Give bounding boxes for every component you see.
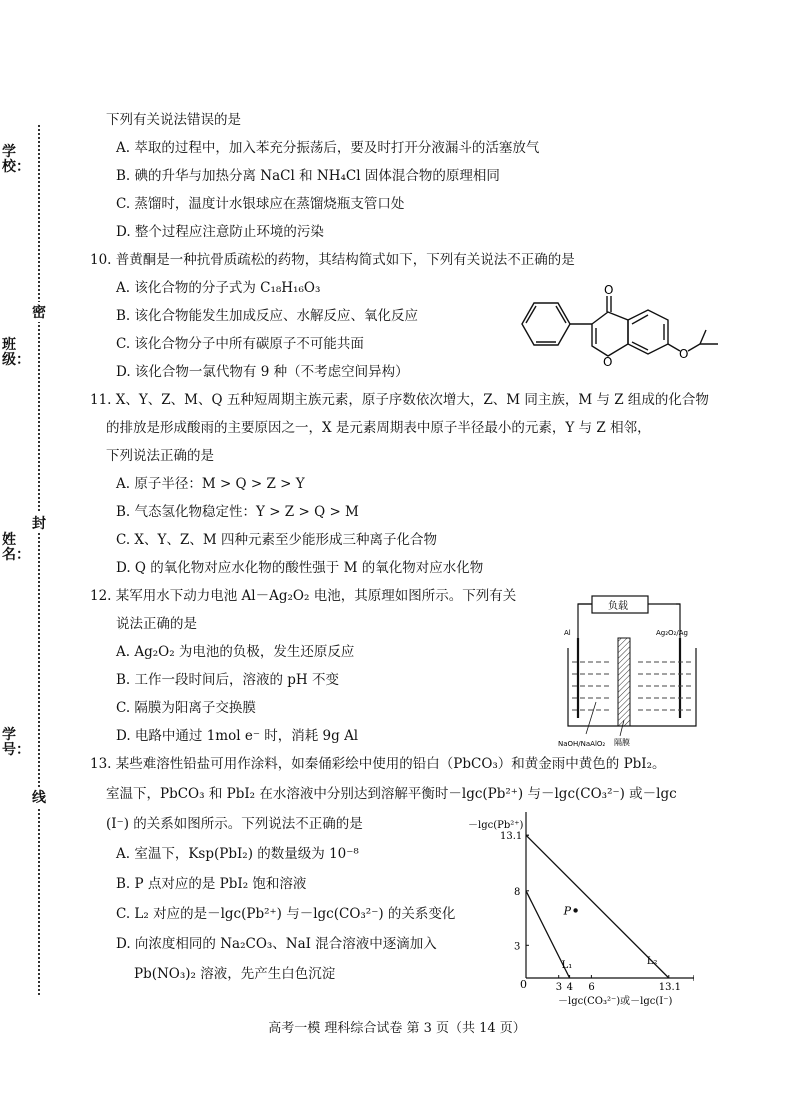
q9-option-d: D. 整个过程应注意防止环境的污染 [116,224,324,240]
binding-dotted-line [38,125,40,995]
q10-option-c: C. 该化合物分子中所有碳原子不可能共面 [116,336,364,352]
chart-x-arrow [693,975,694,981]
isoflavone-structure [512,282,722,387]
q13-option-a: A. 室温下，Ksp(PbI₂) 的数量级为 10⁻⁸ [116,846,359,862]
q12-option-b: B. 工作一段时间后，溶液的 pH 不变 [116,672,340,688]
q13-option-b: B. P 点对应的是 PbI₂ 饱和溶液 [116,876,307,892]
q10-stem: 10. 普黄酮是一种抗骨质疏松的药物，其结构简式如下，下列有关说法不正确的是 [90,252,575,268]
q9-stem: 下列有关说法错误的是 [106,112,241,128]
class-label: 班级： [2,337,30,368]
battery-cell-diagram [556,590,716,750]
ether-oxygen: O [679,347,689,361]
electrolyte-label: NaOH/NaAlO₂ [558,740,606,748]
ketone-oxygen: O [604,283,614,297]
name-label: 姓名： [2,532,30,563]
chart-origin-label: 0 [520,978,527,991]
q13-option-c: C. L₂ 对应的是－lgc(Pb²⁺) 与－lgc(CO₃²⁻) 的关系变化 [116,906,456,922]
q11-stem-line1: 11. X、Y、Z、M、Q 五种短周期主族元素，原子序数依次增大，Z、M 同主族，M 与 Z 组成的化合物 [90,392,709,408]
chart-series-label-2: L₂ [646,956,658,967]
q12-option-a: A. Ag₂O₂ 为电池的负极，发生还原反应 [116,644,355,660]
chart-x-tick-label: 4 [566,982,573,993]
chart-point-p [573,908,577,912]
membrane-label: 隔膜 [614,738,630,747]
chart-y-axis-label: －lgc(Pb²⁺) [468,820,524,831]
q9-option-b: B. 碘的升华与加热分离 NaCl 和 NH₄Cl 固体混合物的原理相同 [116,168,500,184]
seal-word-mi: 密 [32,302,46,322]
q10-option-a: A. 该化合物的分子式为 C₁₈H₁₆O₃ [116,280,321,296]
ag2o2-electrode-label: Ag₂O₂/Ag [656,629,688,637]
q10-option-b: B. 该化合物能发生加成反应、水解反应、氧化反应 [116,308,419,324]
q11-option-c: C. X、Y、Z、M 四种元素至少能形成三种离子化合物 [116,532,437,548]
al-electrode-label: Al [564,629,571,637]
student-id-label: 学号： [2,727,30,758]
q13-option-d-line1: D. 向浓度相同的 Na₂CO₃、NaI 混合溶液中逐滴加入 [116,936,437,952]
q11-stem-line2: 的排放是形成酸雨的主要原因之一，X 是元素周期表中原子半径最小的元素，Y 与 Z 相邻， [106,420,651,436]
chart-x-tick-label: 6 [588,982,595,993]
ring-oxygen: O [603,355,613,369]
chart-y-tick-label: 13.1 [500,831,523,843]
chart-series-label-1: L₁ [561,960,573,971]
seal-word-feng: 封 [32,513,46,533]
q12-stem-line1: 12. 某军用水下动力电池 Al－Ag₂O₂ 电池，其原理如图所示。下列有关 [90,588,517,604]
q11-option-d: D. Q 的氧化物对应水化物的酸性强于 M 的氧化物对应水化物 [116,560,484,576]
q9-option-a: A. 萃取的过程中，加入苯充分振荡后，要及时打开分液漏斗的活塞放气 [116,140,540,156]
q11-stem-line3: 下列说法正确的是 [106,448,214,464]
q10-option-d: D. 该化合物一氯代物有 9 种（不考虑空间异构） [116,364,409,380]
q13-stem-line1: 13. 某些难溶性铅盐可用作涂料，如秦俑彩绘中使用的铅白（PbCO₃）和黄金雨中黄色的 PbI₂。 [90,756,666,772]
chart-x-tick-label: 13.1 [658,982,682,993]
solubility-equilibrium-chart [462,812,694,1008]
q12-stem-line2: 说法正确的是 [116,616,197,632]
q12-option-d: D. 电路中通过 1mol e⁻ 时，消耗 9g Al [116,728,359,744]
page-footer: 高考一模 理科综合试卷 第 3 页（共 14 页） [268,1021,526,1036]
chart-y-tick-label: 8 [514,886,521,898]
chart-y-tick-label: 3 [514,941,521,953]
q13-option-d-line2: Pb(NO₃)₂ 溶液，先产生白色沉淀 [134,966,336,982]
chart-x-tick-label: 3 [555,982,563,993]
q11-option-a: A. 原子半径：M > Q > Z > Y [116,476,305,492]
seal-word-xian: 线 [32,787,46,807]
chart-point-p-label: P [563,904,572,918]
chart-x-axis-label: －lgc(CO₃²⁻)或－lgc(I⁻) [558,996,673,1007]
q12-option-c: C. 隔膜为阳离子交换膜 [116,700,256,716]
q9-option-c: C. 蒸馏时，温度计水银球应在蒸馏烧瓶支管口处 [116,196,405,212]
q13-stem-line3: (I⁻) 的关系如图所示。下列说法不正确的是 [106,816,363,832]
school-label: 学校： [2,144,30,175]
load-label: 负载 [608,601,628,612]
q13-stem-line2: 室温下，PbCO₃ 和 PbI₂ 在水溶液中分别达到溶解平衡时－lgc(Pb²⁺) 与－lgc(CO₃²⁻) 或－lgc [106,786,677,802]
q11-option-b: B. 气态氢化物稳定性：Y > Z > Q > M [116,504,359,520]
